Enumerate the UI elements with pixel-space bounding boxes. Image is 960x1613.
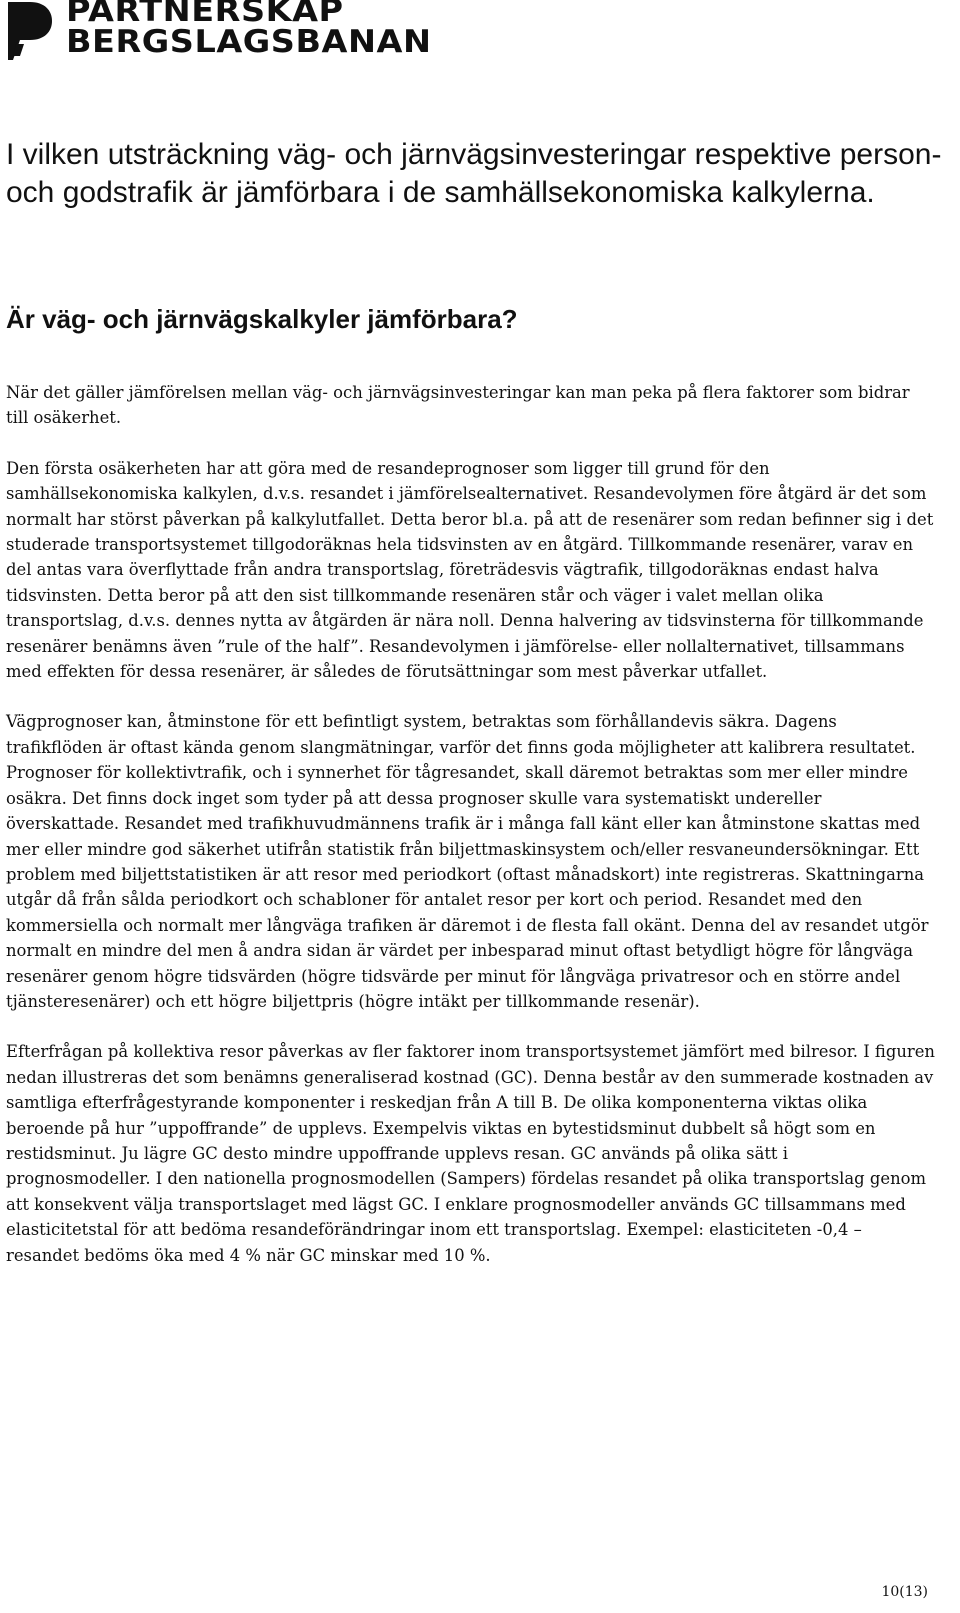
main-heading: I vilken utsträckning väg- och järnvägsinvesteringar respektive person- och godstrafik är jämförbara i de samhällsekonomiska kalkylerna.	[6, 138, 942, 209]
partnerskap-logo-icon	[8, 0, 52, 60]
section-heading: Är väg- och järnvägskalkyler jämförbara?	[6, 304, 518, 334]
logo-line-2: BERGSLAGSBANAN	[66, 24, 432, 60]
partnerskap-bergslagsbanan-logo	[8, 0, 432, 64]
paragraph-1: När det gäller jämförelsen mellan väg- och järnvägsinvesteringar kan man peka på flera faktorer som bidrar till osäkerhet.	[6, 383, 910, 428]
paragraph-2: Den första osäkerheten har att göra med de resandeprognoser som ligger till grund för den samhällsekonomiska kalkylen, d.v.s. resandet i jämförelsealternativet. Resandevolymen före åtgärd är det som normalt har störst påverkan på kalkylutfallet. Detta beror bl.a. på att de resenärer som redan befinner sig i det studerade transportsystemet tillgodoräknas hela tidsvinsten av en åtgärd. Tillkommande resenärer, varav en del antas vara överflyttade från andra transportslag, företrädesvis vägtrafik, tillgodoräknas endast halva tidsvinsten. Detta beror på att den sist tillkommande resenären står och väger i valet mellan olika transportslag, d.v.s. dennes nytta av åtgärden är nära noll. Denna halvering av tidsvinsterna för tillkommande resenärer benämns även ”rule of the half”. Resandevolymen i jämförelse- eller nollalternativet, tillsammans med effekten för dessa resenärer, är således de förutsättningar som mest påverkar utfallet.	[6, 458, 934, 682]
page-number: 10(13)	[881, 1584, 928, 1600]
logo-line-1: PARTNERSKAP	[66, 0, 344, 29]
paragraph-4: Efterfrågan på kollektiva resor påverkas av fler faktorer inom transportsystemet jämfört med bilresor. I figuren nedan illustreras det som benämns generaliserad kostnad (GC). Denna består av den summerade kostnaden av samtliga efterfrågestyrande komponenter i reskedjan från A till B. De olika komponenterna viktas olika beroende på hur ”uppoffrande” de upplevs. Exempelvis viktas en bytestidsminut dubbelt så högt som en restidsminut. Ju lägre GC desto mindre uppoffrande upplevs resan. GC används på olika sätt i prognosmodeller. I den nationella prognosmodellen (Sampers) fördelas resandet på olika transportslag genom att konsekvent välja transportslaget med lägst GC. I enklare prognosmodeller används GC tillsammans med elasticitetstal för att bedöma resandeförändringar inom ett transportslag. Exempel: elasticiteten -0,4 – resandet bedöms öka med 4 % när GC minskar med 10 %.	[6, 1042, 935, 1265]
logo-wordmark	[66, 0, 432, 60]
body-text	[6, 380, 936, 1293]
paragraph-3: Vägprognoser kan, åtminstone för ett befintligt system, betraktas som förhållandevis säkra. Dagens trafikflöden är oftast kända genom slangmätningar, varför det finns goda möjligheter att kalibrera resultatet. Prognoser för kollektivtrafik, och i synnerhet för tågresandet, skall däremot betraktas som mer eller mindre osäkra. Det finns dock inget som tyder på att dessa prognoser skulle vara systematiskt undereller överskattade. Resandet med trafikhuvudmännens trafik är i många fall känt eller kan åtminstone skattas med mer eller mindre god säkerhet utifrån statistik från biljettmaskinsystem och/eller resvaneundersökningar. Ett problem med biljettstatistiken är att resor med periodkort (oftast månadskort) inte registreras. Skattningarna utgår då från sålda periodkort och schabloner för antalet resor per kort och period. Resandet med den kommersiella och normalt mer långväga trafiken är däremot i de flesta fall okänt. Denna del av resandet utgör normalt en mindre del men å andra sidan är värdet per inbesparad minut oftast betydligt högre för långväga resenärer genom högre tidsvärden (högre tidsvärde per minut för långväga privatresor och en större andel tjänsteresenärer) och ett högre biljettpris (högre intäkt per tillkommande resenär).	[6, 712, 929, 1011]
